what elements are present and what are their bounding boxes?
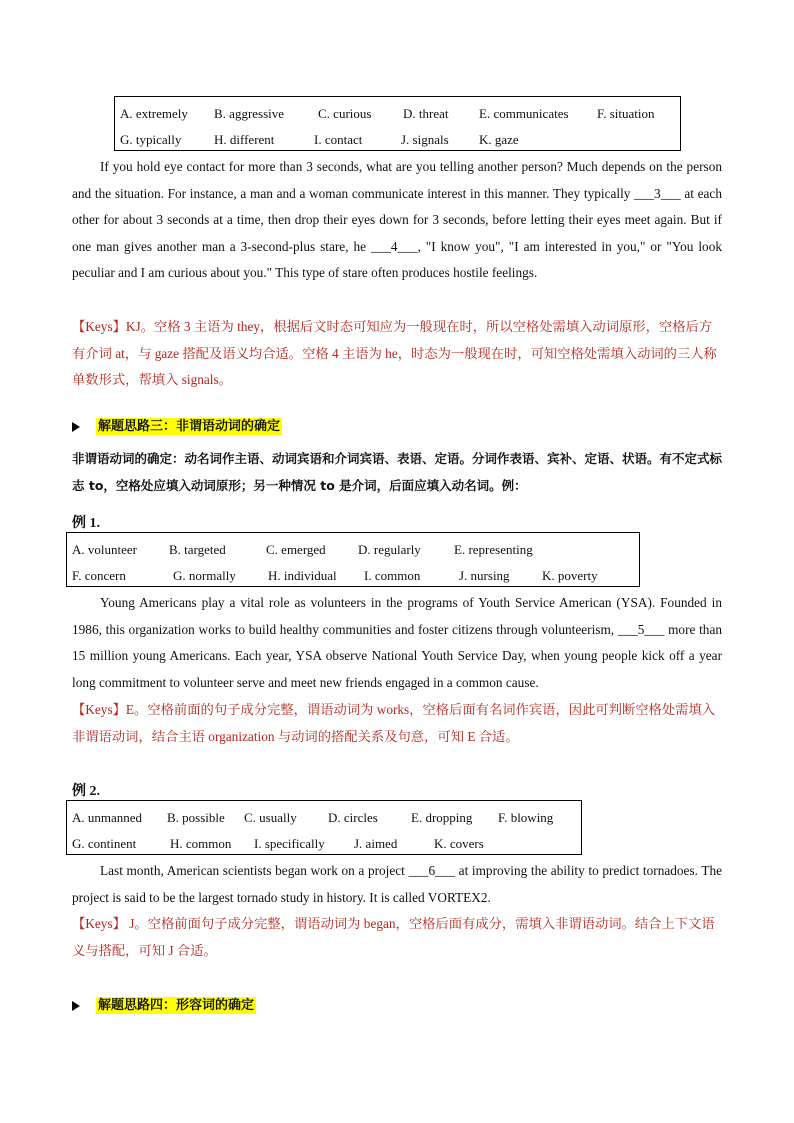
heading-3-text: 解题思路三：非谓语动词的确定 [98,419,281,434]
option-j: J. nursing [459,568,510,583]
key-1: 【Keys】KJ。空格 3 主语为 they，根据后文时态可知应为一般现在时，所以空格处需填入动词原形，空格后方有介词 at，与 gaze 搭配及语义均合适。空格 4 主语为 he，时态为一般现在时，可知空格处需填入动词的三人称单数形式，帮填入 signals。 [72,319,717,387]
option-j: J. signals [401,132,449,147]
option-i: I. common [364,568,421,583]
option-b: B. aggressive [214,106,285,121]
passage-3: Last month, American scientists began work on a project ___6___ at improving the ability to predict tornadoes. The project is said to be the largest tornado study in history. It is called VORTEX2. [72,863,722,905]
option-e: E. representing [454,542,533,557]
option-f: F. situation [597,106,655,121]
option-i: I. contact [314,132,363,147]
example-2-label: 例 2. [72,784,100,799]
option-f: F. blowing [498,810,554,825]
option-h: H. different [214,132,275,147]
options-box-1 [114,96,681,151]
option-h: H. individual [268,568,337,583]
arrow-bullet-icon [72,1001,80,1011]
key-2: 【Keys】E。空格前面的句子成分完整，谓语动词为 works，空格后面有名词作宾语，因此可判断空格处需填入非谓语动词，结合主语 organization 与动词的搭配关系及句意，可知 E 合适。 [72,702,716,744]
heading-4-text: 解题思路四：形容词的确定 [98,998,255,1013]
key-3: 【Keys】 J。空格前面句子成分完整，谓语动词为 began，空格后面有成分，需填入非谓语动词。结合上下文语义与搭配，可知 J 合适。 [72,916,715,958]
options-box-2 [66,532,640,587]
option-c: C. curious [318,106,372,121]
example-1-label: 例 1. [72,516,100,531]
option-k: K. covers [434,836,484,851]
options-box-3 [66,800,582,855]
option-g: G. continent [72,836,137,851]
option-g: G. typically [120,132,182,147]
arrow-bullet-icon [72,422,80,432]
option-a: A. volunteer [72,542,137,557]
option-k: K. poverty [542,568,598,583]
section-heading-3 [72,418,282,436]
option-a: A. extremely [120,106,188,121]
option-i: I. specifically [254,836,325,851]
rule-text: 非谓语动词的确定：动名词作主语、动词宾语和介词宾语、表语、定语。分词作表语、宾补、定语、状语。有不定式标志 to，空格处应填入动词原形；另一种情况 to 是介词，后面应填入动名词。例： [72,451,723,493]
option-b: B. possible [167,810,225,825]
option-d: D. circles [328,810,378,825]
option-b: B. targeted [169,542,226,557]
option-k: K. gaze [479,132,519,147]
option-c: C. emerged [266,542,326,557]
option-d: D. threat [403,106,449,121]
section-heading-4 [72,997,256,1015]
option-h: H. common [170,836,232,851]
option-e: E. communicates [479,106,569,121]
option-c: C. usually [244,810,297,825]
passage-2: Young Americans play a vital role as volunteers in the programs of Youth Service American (YSA). Founded in 1986, this organization works to build healthy communities and foster citizens through volunteerism, ___5___ more than 15 million young Americans. Each year, YSA observe National Youth Service Day, when young people kick off a year long commitment to volunteer serve and meet new friends engaged in a common cause. [72,595,722,690]
option-j: J. aimed [354,836,398,851]
option-g: G. normally [173,568,236,583]
option-a: A. unmanned [72,810,143,825]
passage-1: If you hold eye contact for more than 3 seconds, what are you telling another person? Much depends on the person and the situation. For instance, a man and a woman communicate interest in this manner. They typically ___3___ at each other for about 3 seconds at a time, then drop their eyes down for 3 seconds, before letting their eyes meet again. But if one man gives another man a 3-second-plus stare, he ___4___, "I know you", "I am interested in you," or "You look peculiar and I am curious about you." This type of stare often produces hostile feelings. [72,159,722,280]
option-e: E. dropping [411,810,473,825]
option-d: D. regularly [358,542,421,557]
option-f: F. concern [72,568,126,583]
